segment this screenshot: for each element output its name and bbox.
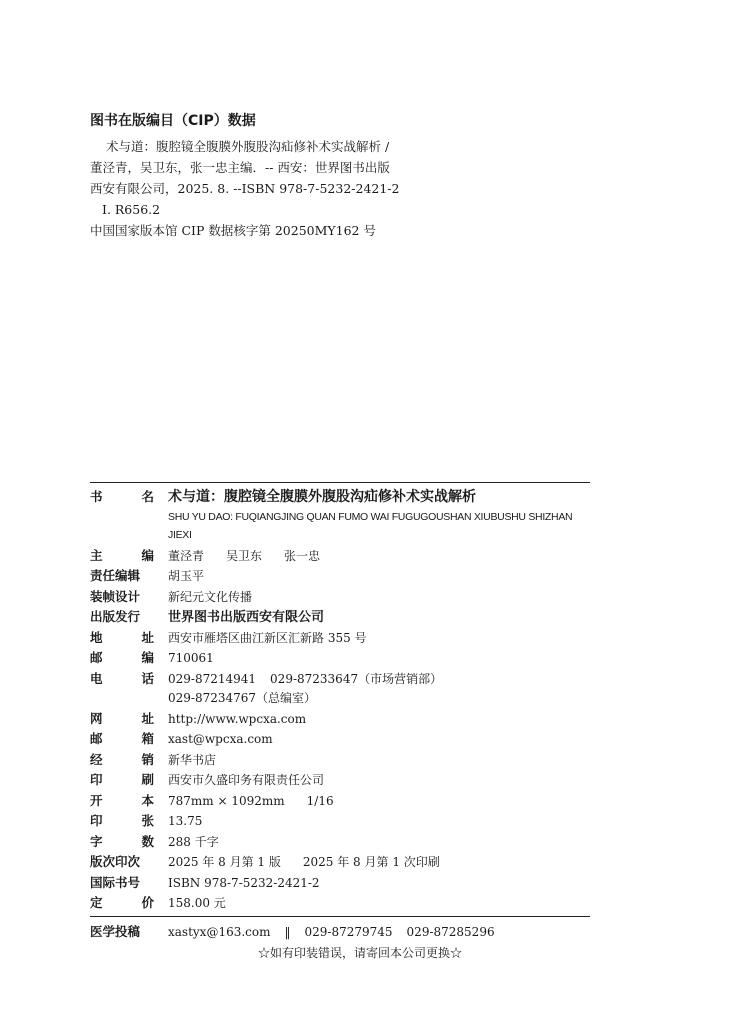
design-value: 新纪元文化传播 (168, 589, 253, 604)
label-address: 地 址 (90, 629, 154, 645)
book-title: 术与道：腹腔镜全腹膜外腹股沟疝修补术实战解析 (168, 489, 476, 505)
label-submission: 医学投稿 (90, 923, 141, 939)
row-submission (90, 921, 590, 943)
row-design (90, 587, 590, 608)
label-distributor: 经 销 (90, 751, 154, 767)
label-phone: 电 话 (90, 670, 154, 686)
reprint-notice: ☆如有印装错误，请寄回本公司更换☆ (257, 945, 462, 960)
format-values: 787mm × 1092mm 1/16 (168, 793, 334, 808)
words-value: 288 千字 (168, 834, 219, 849)
label-design: 装帧设计 (90, 588, 141, 604)
website-value: http://www.wpcxa.com (168, 711, 307, 726)
sheets-value: 13.75 (168, 814, 203, 828)
label-postcode: 邮 编 (90, 650, 154, 665)
edition-values: 2025 年 8 月第 1 版 2025 年 8 月第 1 次印刷 (168, 855, 440, 869)
price-value: 158.00 元 (168, 896, 226, 910)
row-email (90, 729, 590, 750)
row-format (90, 791, 590, 812)
row-sheets (90, 811, 590, 832)
row-phone (90, 669, 590, 690)
label-email: 邮 箱 (90, 731, 154, 746)
row-editor (90, 546, 590, 567)
label-isbn: 国际书号 (90, 874, 141, 890)
distributor-value: 新华书店 (168, 752, 217, 767)
resp-editor-value: 胡玉平 (168, 569, 205, 583)
top-rule (90, 482, 590, 483)
row-book-name (90, 487, 590, 508)
row-postcode (90, 648, 590, 669)
row-words (90, 832, 590, 853)
cip-title: 图书在版编目（CIP）数据 (90, 113, 256, 129)
book-title-pinyin: SHU YU DAO: FUQIANGJING QUAN FUMO WAI FUGUGOUSHAN XIUBUSHU SHIZHAN JIEXI (168, 510, 573, 541)
cip-block (90, 110, 570, 241)
cip-line-3: 西安有限公司，2025. 8. --ISBN 978-7-5232-2421-2 (90, 181, 400, 196)
label-sheets: 印 张 (90, 813, 154, 828)
printer-value: 西安市久盛印务有限责任公司 (168, 773, 325, 787)
publisher-value: 世界图书出版西安有限公司 (168, 610, 325, 625)
row-address (90, 628, 590, 649)
row-price (90, 893, 590, 914)
row-distributor (90, 750, 590, 771)
row-isbn (90, 873, 590, 894)
label-publisher: 出版发行 (90, 609, 141, 624)
label-words: 字 数 (90, 833, 154, 849)
label-resp-editor: 责任编辑 (90, 568, 141, 583)
row-printer (90, 770, 590, 791)
row-website (90, 709, 590, 730)
submission-values: xastyx@163.com ‖ 029-87279745 029-87285296 (168, 924, 495, 939)
editor-names: 董泾青 吴卫东 张一忠 (168, 548, 321, 563)
phone-values: 029-87214941 029-87233647（市场营销部） (168, 671, 443, 686)
cip-line-5: 中国国家版本馆 CIP 数据核字第 20250MY162 号 (90, 223, 376, 238)
isbn-value: ISBN 978-7-5232-2421-2 (168, 875, 320, 890)
row-resp-editor (90, 566, 590, 587)
row-edition (90, 852, 590, 873)
cip-line-2: 董泾青，吴卫东，张一忠主编．-- 西安：世界图书出版 (90, 160, 390, 175)
bottom-rule (90, 916, 590, 917)
label-format: 开 本 (90, 792, 154, 808)
phone-value-3: 029-87234767（总编室） (168, 691, 317, 705)
colophon-block (90, 482, 590, 963)
cip-line-1: 术与道：腹腔镜全腹膜外腹股沟疝修补术实战解析 / (106, 139, 390, 154)
label-website: 网 址 (90, 710, 154, 726)
label-price: 定 价 (90, 895, 154, 910)
label-printer: 印 刷 (90, 772, 154, 787)
email-value: xast@wpcxa.com (168, 732, 273, 746)
label-edition: 版次印次 (90, 854, 141, 869)
label-editor: 主 编 (90, 547, 154, 563)
label-book-name: 书 名 (90, 489, 154, 504)
row-phone-cont (90, 689, 590, 709)
address-value: 西安市雁塔区曲江新区汇新路 355 号 (168, 630, 367, 645)
postcode-value: 710061 (168, 651, 214, 665)
cip-line-4: Ⅰ. R656.2 (102, 202, 161, 217)
row-publisher (90, 607, 590, 628)
